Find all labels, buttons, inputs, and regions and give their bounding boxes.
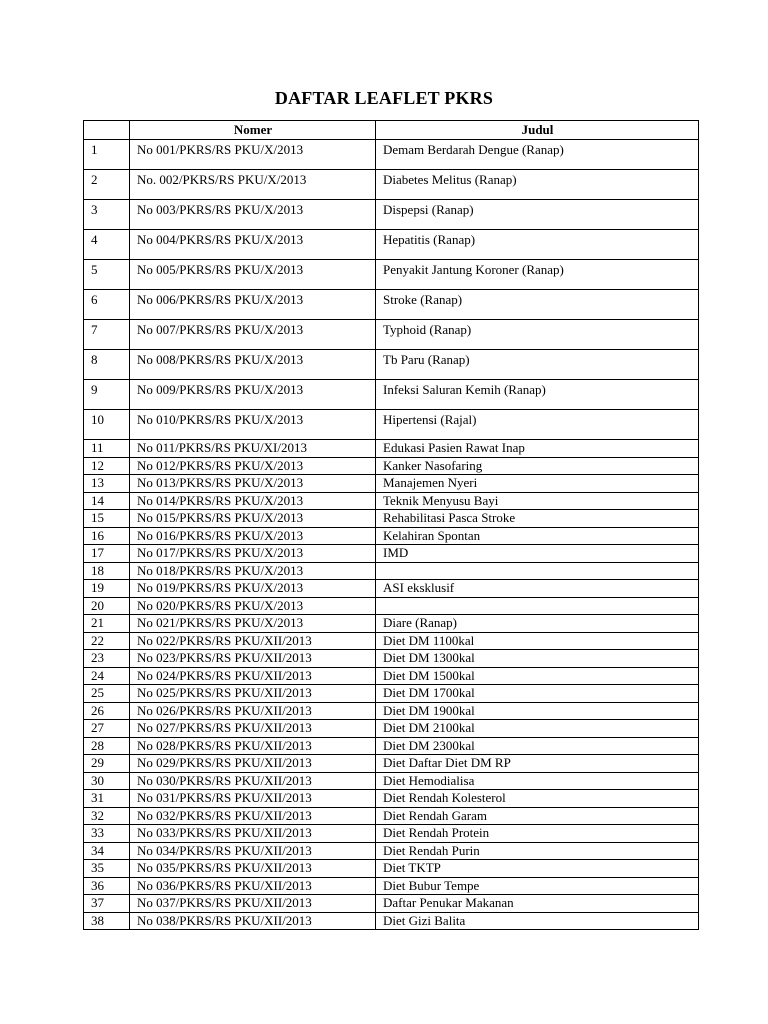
row-nomer: No 011/PKRS/RS PKU/XI/2013	[130, 440, 376, 458]
row-number: 33	[84, 825, 130, 843]
row-number: 32	[84, 807, 130, 825]
row-judul: Diet DM 2300kal	[376, 737, 699, 755]
table-row	[84, 755, 699, 773]
row-nomer: No 008/PKRS/RS PKU/X/2013	[130, 350, 376, 380]
row-nomer: No 015/PKRS/RS PKU/X/2013	[130, 510, 376, 528]
table-row	[84, 457, 699, 475]
row-judul: Diet Rendah Protein	[376, 825, 699, 843]
row-nomer: No. 002/PKRS/RS PKU/X/2013	[130, 170, 376, 200]
row-judul: Diet DM 1700kal	[376, 685, 699, 703]
row-judul: Diet Bubur Tempe	[376, 877, 699, 895]
row-nomer: No 030/PKRS/RS PKU/XII/2013	[130, 772, 376, 790]
row-number: 25	[84, 685, 130, 703]
row-judul: Kanker Nasofaring	[376, 457, 699, 475]
row-number: 5	[84, 260, 130, 290]
row-nomer: No 021/PKRS/RS PKU/X/2013	[130, 615, 376, 633]
row-nomer: No 029/PKRS/RS PKU/XII/2013	[130, 755, 376, 773]
table-row	[84, 230, 699, 260]
row-nomer: No 018/PKRS/RS PKU/X/2013	[130, 562, 376, 580]
row-nomer: No 023/PKRS/RS PKU/XII/2013	[130, 650, 376, 668]
row-number: 13	[84, 475, 130, 493]
table-row	[84, 825, 699, 843]
row-number: 1	[84, 140, 130, 170]
row-nomer: No 004/PKRS/RS PKU/X/2013	[130, 230, 376, 260]
row-number: 37	[84, 895, 130, 913]
table-row	[84, 410, 699, 440]
row-judul: Diare (Ranap)	[376, 615, 699, 633]
row-nomer: No 033/PKRS/RS PKU/XII/2013	[130, 825, 376, 843]
row-number: 22	[84, 632, 130, 650]
row-nomer: No 003/PKRS/RS PKU/X/2013	[130, 200, 376, 230]
row-number: 21	[84, 615, 130, 633]
row-judul: Hepatitis (Ranap)	[376, 230, 699, 260]
row-number: 29	[84, 755, 130, 773]
row-nomer: No 020/PKRS/RS PKU/X/2013	[130, 597, 376, 615]
table-row	[84, 170, 699, 200]
row-nomer: No 010/PKRS/RS PKU/X/2013	[130, 410, 376, 440]
row-nomer: No 038/PKRS/RS PKU/XII/2013	[130, 912, 376, 930]
row-number: 35	[84, 860, 130, 878]
table-row	[84, 350, 699, 380]
table-row	[84, 510, 699, 528]
row-nomer: No 026/PKRS/RS PKU/XII/2013	[130, 702, 376, 720]
table-row	[84, 877, 699, 895]
table-row	[84, 475, 699, 493]
row-judul: Diet DM 1900kal	[376, 702, 699, 720]
table-row	[84, 260, 699, 290]
row-nomer: No 007/PKRS/RS PKU/X/2013	[130, 320, 376, 350]
row-nomer: No 028/PKRS/RS PKU/XII/2013	[130, 737, 376, 755]
row-judul: Diet Hemodialisa	[376, 772, 699, 790]
row-nomer: No 017/PKRS/RS PKU/X/2013	[130, 545, 376, 563]
leaflet-table	[83, 120, 699, 930]
row-nomer: No 009/PKRS/RS PKU/X/2013	[130, 380, 376, 410]
row-nomer: No 031/PKRS/RS PKU/XII/2013	[130, 790, 376, 808]
row-number: 3	[84, 200, 130, 230]
row-number: 24	[84, 667, 130, 685]
row-judul: Penyakit Jantung Koroner (Ranap)	[376, 260, 699, 290]
row-number: 19	[84, 580, 130, 598]
row-nomer: No 019/PKRS/RS PKU/X/2013	[130, 580, 376, 598]
row-nomer: No 027/PKRS/RS PKU/XII/2013	[130, 720, 376, 738]
row-number: 23	[84, 650, 130, 668]
table-row	[84, 632, 699, 650]
row-judul: Dispepsi (Ranap)	[376, 200, 699, 230]
row-judul: Kelahiran Spontan	[376, 527, 699, 545]
row-number: 38	[84, 912, 130, 930]
row-number: 9	[84, 380, 130, 410]
header-nomer: Nomer	[130, 121, 376, 140]
row-nomer: No 001/PKRS/RS PKU/X/2013	[130, 140, 376, 170]
row-judul: Diet TKTP	[376, 860, 699, 878]
row-nomer: No 034/PKRS/RS PKU/XII/2013	[130, 842, 376, 860]
row-nomer: No 032/PKRS/RS PKU/XII/2013	[130, 807, 376, 825]
row-number: 18	[84, 562, 130, 580]
row-judul: Diet DM 2100kal	[376, 720, 699, 738]
row-nomer: No 014/PKRS/RS PKU/X/2013	[130, 492, 376, 510]
row-judul: Diet Rendah Kolesterol	[376, 790, 699, 808]
row-number: 2	[84, 170, 130, 200]
row-judul: Diet DM 1100kal	[376, 632, 699, 650]
row-judul	[376, 597, 699, 615]
row-nomer: No 016/PKRS/RS PKU/X/2013	[130, 527, 376, 545]
row-number: 34	[84, 842, 130, 860]
row-judul: Edukasi Pasien Rawat Inap	[376, 440, 699, 458]
row-judul: Manajemen Nyeri	[376, 475, 699, 493]
row-nomer: No 035/PKRS/RS PKU/XII/2013	[130, 860, 376, 878]
row-judul: Demam Berdarah Dengue (Ranap)	[376, 140, 699, 170]
row-number: 36	[84, 877, 130, 895]
row-judul: Diet DM 1300kal	[376, 650, 699, 668]
row-judul: Stroke (Ranap)	[376, 290, 699, 320]
row-judul: Daftar Penukar Makanan	[376, 895, 699, 913]
row-number: 8	[84, 350, 130, 380]
page-title: DAFTAR LEAFLET PKRS	[274, 88, 494, 108]
row-number: 20	[84, 597, 130, 615]
table-row	[84, 912, 699, 930]
table-row	[84, 650, 699, 668]
table-row	[84, 615, 699, 633]
header-judul: Judul	[376, 121, 699, 140]
table-body	[84, 140, 699, 930]
row-judul: ASI eksklusif	[376, 580, 699, 598]
row-judul: Diet Rendah Purin	[376, 842, 699, 860]
table-row	[84, 527, 699, 545]
table-row	[84, 720, 699, 738]
table-row	[84, 440, 699, 458]
row-judul	[376, 562, 699, 580]
row-judul: Diet Gizi Balita	[376, 912, 699, 930]
row-number: 11	[84, 440, 130, 458]
row-number: 15	[84, 510, 130, 528]
table-row	[84, 702, 699, 720]
table-row	[84, 492, 699, 510]
table-row	[84, 667, 699, 685]
table-row	[84, 772, 699, 790]
table-row	[84, 737, 699, 755]
table-row	[84, 790, 699, 808]
row-number: 27	[84, 720, 130, 738]
row-judul: Typhoid (Ranap)	[376, 320, 699, 350]
table-row	[84, 320, 699, 350]
row-nomer: No 036/PKRS/RS PKU/XII/2013	[130, 877, 376, 895]
row-judul: Diet Rendah Garam	[376, 807, 699, 825]
table-header-row	[84, 121, 699, 140]
table-row	[84, 290, 699, 320]
table-row	[84, 860, 699, 878]
table-row	[84, 895, 699, 913]
row-number: 7	[84, 320, 130, 350]
row-judul: IMD	[376, 545, 699, 563]
row-judul: Infeksi Saluran Kemih (Ranap)	[376, 380, 699, 410]
row-number: 30	[84, 772, 130, 790]
row-number: 17	[84, 545, 130, 563]
row-nomer: No 005/PKRS/RS PKU/X/2013	[130, 260, 376, 290]
row-number: 6	[84, 290, 130, 320]
row-number: 10	[84, 410, 130, 440]
row-number: 4	[84, 230, 130, 260]
table-row	[84, 140, 699, 170]
row-nomer: No 022/PKRS/RS PKU/XII/2013	[130, 632, 376, 650]
row-number: 31	[84, 790, 130, 808]
table-row	[84, 380, 699, 410]
row-judul: Diet DM 1500kal	[376, 667, 699, 685]
row-number: 14	[84, 492, 130, 510]
table-row	[84, 545, 699, 563]
row-nomer: No 025/PKRS/RS PKU/XII/2013	[130, 685, 376, 703]
row-nomer: No 013/PKRS/RS PKU/X/2013	[130, 475, 376, 493]
table-row	[84, 597, 699, 615]
row-judul: Tb Paru (Ranap)	[376, 350, 699, 380]
table-row	[84, 562, 699, 580]
row-judul: Rehabilitasi Pasca Stroke	[376, 510, 699, 528]
table-row	[84, 580, 699, 598]
row-judul: Diet Daftar Diet DM RP	[376, 755, 699, 773]
table-row	[84, 200, 699, 230]
row-number: 12	[84, 457, 130, 475]
row-number: 26	[84, 702, 130, 720]
table-row	[84, 842, 699, 860]
row-judul: Teknik Menyusu Bayi	[376, 492, 699, 510]
row-nomer: No 024/PKRS/RS PKU/XII/2013	[130, 667, 376, 685]
row-nomer: No 012/PKRS/RS PKU/X/2013	[130, 457, 376, 475]
row-number: 16	[84, 527, 130, 545]
row-number: 28	[84, 737, 130, 755]
row-judul: Hipertensi (Rajal)	[376, 410, 699, 440]
row-nomer: No 006/PKRS/RS PKU/X/2013	[130, 290, 376, 320]
table-row	[84, 685, 699, 703]
row-nomer: No 037/PKRS/RS PKU/XII/2013	[130, 895, 376, 913]
header-no	[84, 121, 130, 140]
row-judul: Diabetes Melitus (Ranap)	[376, 170, 699, 200]
table-row	[84, 807, 699, 825]
